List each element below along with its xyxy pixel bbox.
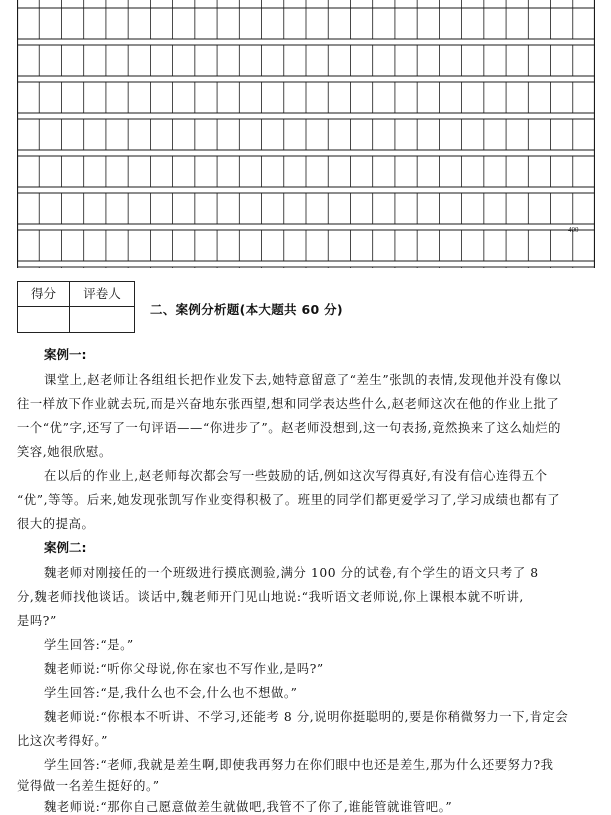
case1-line: 笑容,她很欣慰。: [17, 445, 112, 459]
score-cell[interactable]: [18, 307, 70, 332]
case1-line: 在以后的作业上,赵老师每次都会写一些鼓励的话,例如这次写得真好,有没有信心连得五个: [44, 469, 548, 483]
section-title: 二、案例分析题(本大题共 60 分): [150, 302, 343, 317]
case1-line: 一个“优”字,还写了一句评语——“你进步了”。赵老师没想到,这一句表扬,竟然换来了这么灿烂的: [17, 421, 562, 435]
case2-line: 魏老师说:“那你自己愿意做差生就做吧,我管不了你了,谁能管就谁管吧。”: [44, 800, 453, 814]
case2-line: 魏老师对刚接任的一个班级进行摸底测验,满分 100 分的试卷,有个学生的语文只考了 8: [44, 566, 539, 580]
grid-lines: [17, 0, 595, 268]
grid-count-mark: 400: [568, 226, 579, 234]
case2-line: 学生回答:“老师,我就是差生啊,即使我再努力在你们眼中也还是差生,那为什么还要努力?我: [44, 758, 554, 772]
case2-line: 学生回答:“是。”: [44, 638, 134, 652]
case2-line: 魏老师说:“你根本不听讲、不学习,还能考 8 分,说明你挺聪明的,要是你稍微努力一下,肯定会: [44, 710, 569, 724]
case2-line: 比这次考得好。”: [17, 734, 109, 748]
case2-line: 觉得做一名差生挺好的。”: [17, 779, 160, 793]
answer-grid[interactable]: [17, 0, 595, 268]
case1-line: 课堂上,赵老师让各组组长把作业发下去,她特意留意了“差生”张凯的表情,发现他并没有像以: [44, 373, 562, 387]
case1-line: 往一样放下作业就去玩,而是兴奋地东张西望,想和同学表达些什么,赵老师这次在他的作业上批了: [17, 397, 560, 411]
score-table: [17, 281, 135, 333]
case2-line: 分,魏老师找他谈话。谈话中,魏老师开门见山地说:“我听语文老师说,你上课根本就不听讲,: [17, 590, 524, 604]
case2-heading: 案例二:: [44, 540, 87, 555]
reviewer-cell[interactable]: [70, 307, 134, 332]
score-label: 得分: [18, 282, 70, 307]
case2-line: 是吗?”: [17, 614, 57, 628]
case2-line: 学生回答:“是,我什么也不会,什么也不想做。”: [44, 686, 298, 700]
case1-line: 很大的提高。: [17, 517, 95, 531]
case1-line: “优”,等等。后来,她发现张凯写作业变得积极了。班里的同学们都更爱学习了,学习成绩也都有了: [17, 493, 561, 507]
case2-line: 魏老师说:“听你父母说,你在家也不写作业,是吗?”: [44, 662, 324, 676]
reviewer-label: 评卷人: [70, 282, 134, 307]
case1-heading: 案例一:: [44, 347, 87, 362]
